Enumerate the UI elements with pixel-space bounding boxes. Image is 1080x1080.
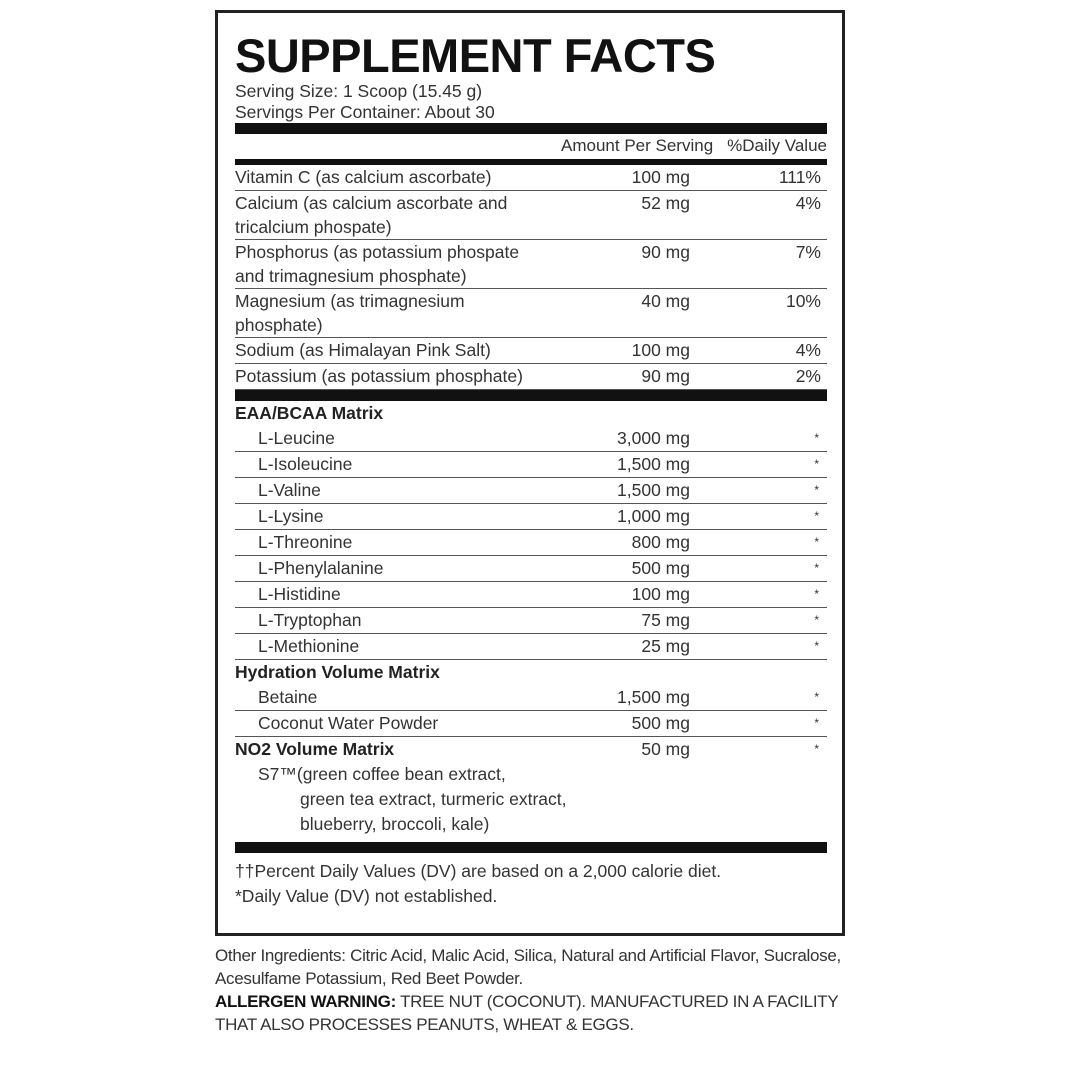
allergen-warning [215, 990, 855, 1036]
eaa-item-amount: 3,000 mg [617, 428, 690, 448]
s7-line-1: S7™(green coffee bean extract, [258, 764, 506, 784]
no2-dv: * [814, 742, 819, 756]
eaa-list [235, 426, 827, 660]
nutrient-row [235, 338, 827, 364]
nutrient-name: Magnesium (as trimagnesium phosphate) [235, 291, 465, 335]
eaa-item-name: L-Leucine [258, 428, 335, 448]
eaa-item-row [235, 452, 827, 478]
eaa-item-dv: * [814, 457, 819, 471]
nutrient-amount: 90 mg [641, 366, 690, 386]
eaa-item-amount: 1,000 mg [617, 506, 690, 526]
eaa-item-row [235, 478, 827, 504]
eaa-item-dv: * [814, 483, 819, 497]
nutrient-row [235, 364, 827, 390]
eaa-item-amount: 25 mg [641, 636, 690, 656]
nutrient-amount: 100 mg [631, 340, 690, 360]
nutrient-dv: 7% [795, 242, 821, 262]
nutrient-amount: 100 mg [631, 167, 690, 187]
divider-thick [235, 123, 827, 134]
eaa-item-row [235, 504, 827, 530]
hydration-item-row [235, 685, 827, 711]
dv-header: %Daily Value [727, 136, 827, 155]
eaa-item-amount: 1,500 mg [617, 480, 690, 500]
hydration-item-amount: 1,500 mg [617, 687, 690, 707]
eaa-item-name: L-Valine [258, 480, 321, 500]
eaa-item-amount: 100 mg [631, 584, 690, 604]
eaa-heading: EAA/BCAA Matrix [235, 403, 384, 423]
nutrient-row [235, 289, 827, 338]
nutrient-name: Vitamin C (as calcium ascorbate) [235, 167, 492, 187]
divider-thick [235, 842, 827, 853]
nutrient-name: Potassium (as potassium phosphate) [235, 366, 523, 386]
nutrient-row [235, 240, 827, 289]
other-ingredients: Other Ingredients: Citric Acid, Malic Acid, Silica, Natural and Artificial Flavor, Sucralose, Acesulfame Potassium, Red Beet Powder. [215, 946, 841, 988]
hydration-item-name: Coconut Water Powder [258, 713, 439, 733]
hydration-heading: Hydration Volume Matrix [235, 662, 440, 682]
nutrient-dv: 4% [795, 193, 821, 213]
panel-title: SUPPLEMENT FACTS [235, 29, 716, 82]
eaa-item-dv: * [814, 613, 819, 627]
footnote-dv-basis: ††Percent Daily Values (DV) are based on a 2,000 calorie diet. [235, 861, 722, 881]
nutrient-dv: 10% [785, 291, 821, 311]
divider-thick [235, 390, 827, 401]
servings-per-container: Servings Per Container: About 30 [235, 102, 495, 122]
serving-size: Serving Size: 1 Scoop (15.45 g) [235, 81, 483, 101]
eaa-item-row [235, 426, 827, 452]
eaa-item-row [235, 634, 827, 660]
eaa-item-name: L-Lysine [258, 506, 324, 526]
eaa-item-name: L-Threonine [258, 532, 353, 552]
nutrient-dv: 4% [795, 340, 821, 360]
eaa-item-name: L-Isoleucine [258, 454, 353, 474]
eaa-item-amount: 800 mg [631, 532, 690, 552]
hydration-item-dv: * [814, 716, 819, 730]
eaa-item-name: L-Tryptophan [258, 610, 362, 630]
nutrient-name: Calcium (as calcium ascorbate and tricalcium phospate) [235, 193, 508, 237]
no2-row [235, 737, 827, 762]
eaa-item-row [235, 556, 827, 582]
nutrient-dv: 111% [778, 167, 821, 187]
eaa-item-dv: * [814, 561, 819, 575]
eaa-item-dv: * [814, 431, 819, 445]
allergen-label: ALLERGEN WARNING: [215, 992, 396, 1011]
nutrient-amount: 90 mg [641, 242, 690, 262]
s7-description [235, 762, 827, 837]
nutrient-dv: 2% [795, 366, 821, 386]
label-below-panel [215, 944, 855, 1036]
s7-line-2: green tea extract, turmeric extract, [300, 789, 567, 809]
hydration-list [235, 685, 827, 737]
eaa-item-name: L-Phenylalanine [258, 558, 384, 578]
column-header [235, 134, 827, 159]
nutrient-name: Phosphorus (as potassium phospate and trimagnesium phosphate) [235, 242, 520, 286]
nutrient-name: Sodium (as Himalayan Pink Salt) [235, 340, 491, 360]
eaa-item-amount: 1,500 mg [617, 454, 690, 474]
supplement-facts-panel [215, 10, 845, 936]
allergen-text: TREE NUT (COCONUT). MANUFACTURED IN A FACILITY THAT ALSO PROCESSES PEANUTS, WHEAT & EGGS. [215, 992, 839, 1034]
eaa-item-dv: * [814, 639, 819, 653]
nutrient-row [235, 191, 827, 240]
eaa-item-row [235, 582, 827, 608]
eaa-item-row [235, 608, 827, 634]
hydration-item-amount: 500 mg [631, 713, 690, 733]
nutrient-list [235, 165, 827, 390]
eaa-item-dv: * [814, 509, 819, 523]
eaa-item-amount: 75 mg [641, 610, 690, 630]
eaa-item-row [235, 530, 827, 556]
footnote-not-established: *Daily Value (DV) not established. [235, 886, 498, 906]
amount-header: Amount Per Serving [561, 136, 714, 155]
s7-line-3: blueberry, broccoli, kale) [300, 814, 490, 834]
nutrient-amount: 40 mg [641, 291, 690, 311]
nutrient-row [235, 165, 827, 191]
no2-amount: 50 mg [641, 739, 690, 759]
eaa-item-dv: * [814, 587, 819, 601]
hydration-item-dv: * [814, 690, 819, 704]
hydration-item-name: Betaine [258, 687, 318, 707]
eaa-item-name: L-Histidine [258, 584, 341, 604]
eaa-item-name: L-Methionine [258, 636, 360, 656]
eaa-item-dv: * [814, 535, 819, 549]
footnotes [235, 859, 827, 909]
eaa-item-amount: 500 mg [631, 558, 690, 578]
no2-heading: NO2 Volume Matrix [235, 739, 395, 759]
hydration-item-row [235, 711, 827, 737]
nutrient-amount: 52 mg [641, 193, 690, 213]
